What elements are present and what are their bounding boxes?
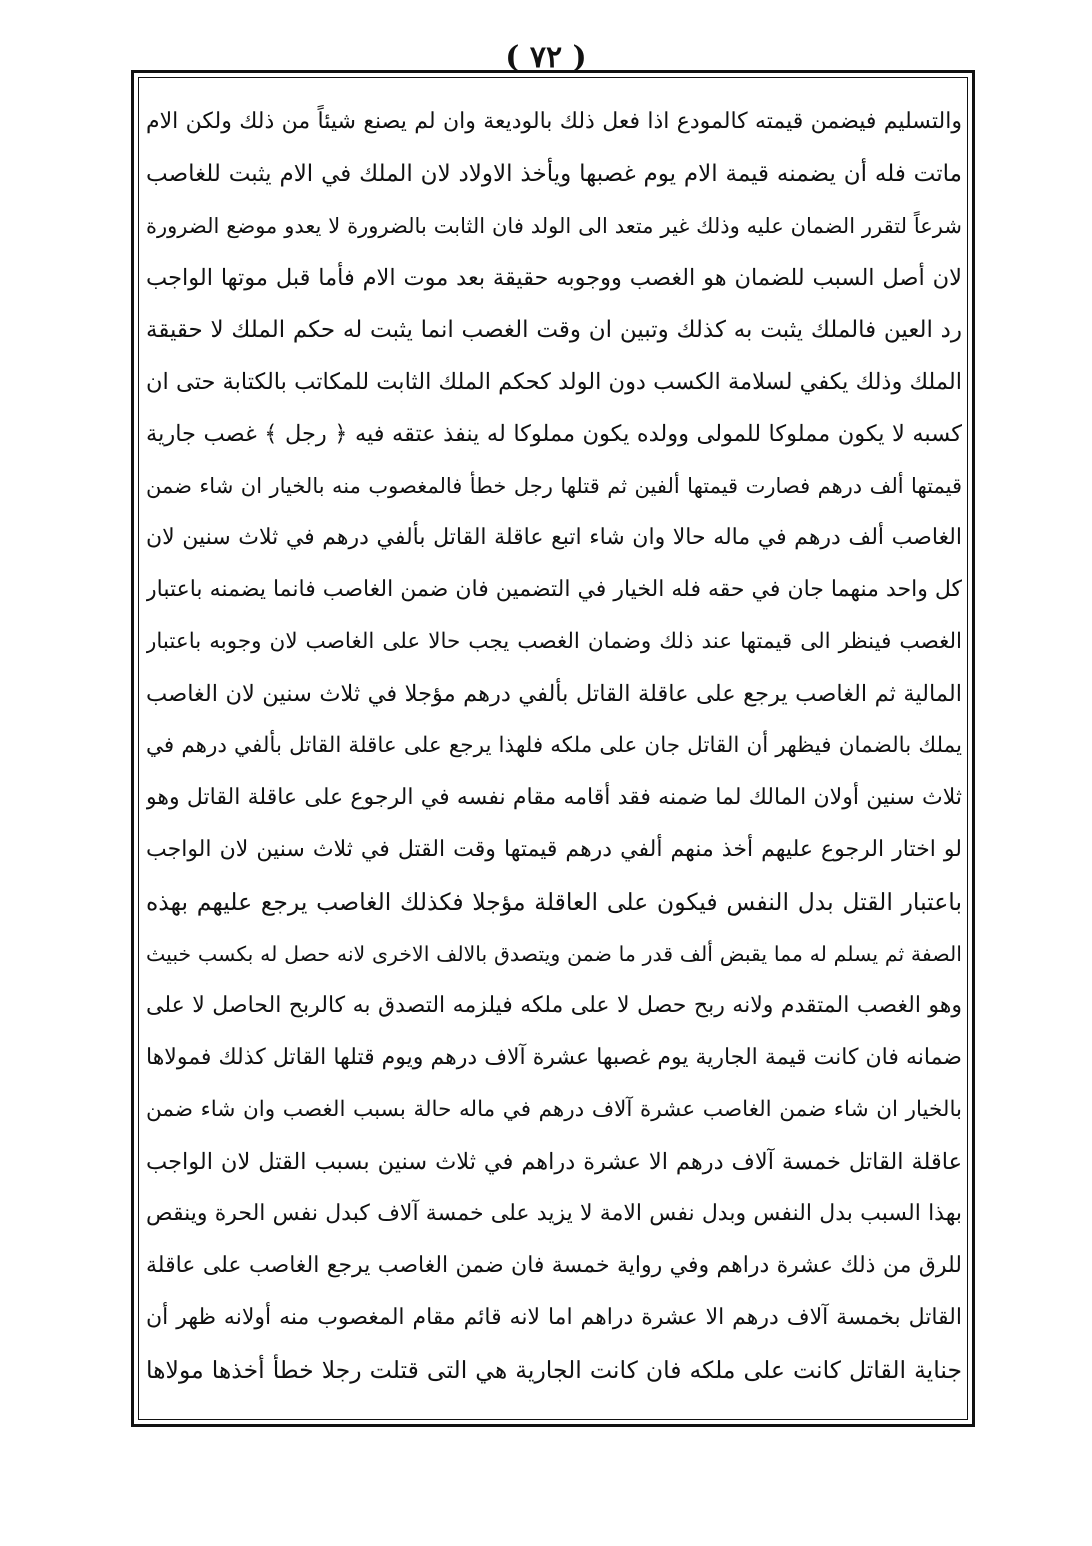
text-line: بالخيار ان شاء ضمن الغاصب عشرة آلاف درهم في ماله حالة بسبب الغصب وان شاء ضمن: [146, 1097, 962, 1122]
text-line: المالية ثم الغاصب يرجع على عاقلة القاتل بألفي درهم مؤجلا في ثلاث سنين لان الغاصب: [146, 681, 962, 707]
text-line: وهو الغصب المتقدم ولانه ربح حصل لا على ملكه فيلزمه التصدق به كالربح الحاصل لا على: [146, 993, 962, 1018]
text-line: كسبه لا يكون مملوكا للمولى وولده يكون مملوكا له ينفذ عتقه فيه ﴿ رجل ﴾ غصب جارية: [146, 421, 962, 447]
text-line: شرعاً لتقرر الضمان عليه وذلك غير متعد الى الولد فان الثابت بالضرورة لا يعدو موضع الضرورة: [146, 214, 962, 238]
text-line: القاتل بخمسة آلاف درهم الا عشرة دراهم اما لانه قائم مقام المغصوب منه أولانه ظهر أن: [146, 1305, 962, 1330]
text-line: ثلاث سنين أولان المالك لما ضمنه فقد أقامه مقام نفسه في الرجوع على عاقلة القاتل وهو: [146, 785, 962, 810]
text-line: الغاصب ألف درهم في ماله حالا وان شاء اتبع عاقلة القاتل بألفي درهم في ثلاث سنين لان: [146, 525, 962, 550]
text-line: رد العين فالملك يثبت به كذلك وتبين ان وقت الغصب انما يثبت له حكم الملك لا حقيقة: [146, 317, 962, 343]
text-line: لان أصل السبب للضمان هو الغصب ووجوبه حقيقة بعد موت الام فأما قبل موتها الواجب: [146, 265, 962, 291]
text-line: كل واحد منهما جان في حقه فله الخيار في التضمين فان ضمن الغاصب فانما يضمنه باعتبار: [146, 577, 962, 602]
text-line: والتسليم فيضمن قيمته كالمودع اذا فعل ذلك بالوديعة وان لم يصنع شيئاً من ذلك ولكن الام: [146, 109, 962, 134]
text-line: جناية القاتل كانت على ملكه فان كانت الجارية هي التى قتلت رجلا خطأ أخذها مولاها: [146, 1356, 962, 1384]
page-number: ( ٧٢ ): [505, 40, 587, 75]
text-line: يملك بالضمان فيظهر أن القاتل جان على ملكه فلهذا يرجع على عاقلة القاتل بألفي درهم في: [146, 733, 962, 758]
text-line: بهذا السبب بدل النفس وبدل نفس الامة لا يزيد على خمسة آلاف كبدل نفس الحرة وينقص: [146, 1201, 962, 1226]
text-line: عاقلة القاتل خمسة آلاف درهم الا عشرة دراهم في ثلاث سنين بسبب القتل لان الواجب: [146, 1149, 962, 1175]
text-line: الملك وذلك يكفي لسلامة الكسب دون الولد كحكم الملك الثابت للمكاتب بالكتابة حتى ان: [146, 369, 962, 395]
text-line: باعتبار القتل بدل النفس فيكون على العاقلة مؤجلا فكذلك الغاصب يرجع عليهم بهذه: [146, 888, 962, 916]
text-line: الغصب فينظر الى قيمتها عند ذلك وضمان الغصب يجب حالا على الغاصب لان وجوبه باعتبار: [146, 629, 962, 654]
text-line: ماتت فله أن يضمنه قيمة الام يوم غصبها ويأخذ الاولاد لان الملك في الام يثبت للغاصب: [146, 161, 962, 187]
text-line: ضمانه فان كانت قيمة الجارية يوم غصبها عشرة آلاف درهم ويوم قتلها القاتل كذلك فمولاها: [146, 1045, 962, 1070]
main-text: [146, 96, 962, 1396]
text-line: لو اختار الرجوع عليهم أخذ منهم ألفي درهم قيمتها وقت القتل في ثلاث سنين لان الواجب: [146, 837, 962, 862]
text-line: للرق من ذلك عشرة دراهم وفي رواية خمسة فان ضمن الغاصب يرجع الغاصب على عاقلة: [146, 1253, 962, 1278]
text-line: الصفة ثم يسلم له مما يقبض ألف قدر ما ضمن ويتصدق بالالف الاخرى لانه حصل له بكسب خبيث: [146, 942, 962, 966]
text-line: قيمتها ألف درهم فصارت قيمتها ألفين ثم قتلها رجل خطأ فالمغصوب منه بالخيار ان شاء ضمن: [146, 474, 962, 498]
